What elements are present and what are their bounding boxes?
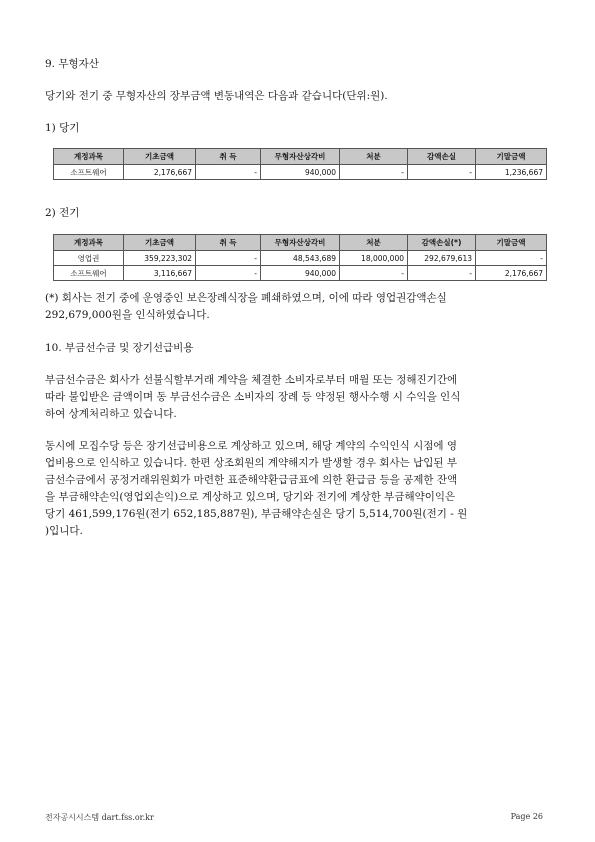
column-header: 처분 bbox=[340, 235, 408, 251]
paragraph-line: 부금선수금은 회사가 선불식할부거래 계약을 체결한 소비자로부터 매월 또는 정해진기간에 bbox=[45, 374, 458, 386]
current-period-label: 1) 당기 bbox=[45, 122, 80, 134]
paragraph-line: 업비용으로 인식하고 있습니다. 한편 상조회원의 계약해지가 발생할 경우 회사는 납입된 부 bbox=[45, 457, 458, 469]
column-header: 계정과목 bbox=[54, 235, 124, 251]
paragraph-line: 을 부금해약손익(영업외손익)으로 계상하고 있으며, 당기와 전기에 계상한 부금해약이익은 bbox=[45, 491, 456, 503]
column-header: 기초금액 bbox=[124, 235, 196, 251]
table-cell: 359,223,302 bbox=[124, 251, 196, 266]
section-9-heading: 9. 무형자산 bbox=[45, 58, 99, 70]
paragraph-line: 당기 461,599,176원(전기 652,185,887원), 부금해약손실은 당기 5,514,700원(전기 - 원 bbox=[45, 508, 468, 520]
table-row bbox=[54, 266, 547, 281]
table-header-row bbox=[54, 235, 547, 251]
table-row bbox=[54, 251, 547, 266]
prior-period-label: 2) 전기 bbox=[45, 207, 80, 219]
column-header: 무형자산상각비 bbox=[261, 149, 340, 165]
column-header: 취 득 bbox=[196, 149, 261, 165]
table-cell: 292,679,613 bbox=[408, 251, 476, 266]
footnote-line: 292,679,000원을 인식하였습니다. bbox=[45, 309, 210, 321]
paragraph-line: 따라 불입받은 금액이며 동 부금선수금은 소비자의 장례 등 약정된 행사수행 시 수익을 인식 bbox=[45, 391, 461, 403]
paragraph-line: 동시에 모집수당 등은 장기선급비용으로 계상하고 있으며, 해당 계약의 수익인식 시점에 영 bbox=[45, 440, 458, 452]
section-10-paragraph-2 bbox=[45, 438, 555, 540]
table-cell: 48,543,689 bbox=[261, 251, 340, 266]
paragraph-line: )입니다. bbox=[45, 525, 83, 537]
table-cell: 소프트웨어 bbox=[54, 266, 124, 281]
table-cell: 18,000,000 bbox=[340, 251, 408, 266]
current-period-table bbox=[53, 148, 547, 180]
table-cell: - bbox=[408, 266, 476, 281]
column-header: 감액손실(*) bbox=[408, 235, 476, 251]
table-cell: - bbox=[196, 251, 261, 266]
column-header: 기말금액 bbox=[476, 149, 547, 165]
footnote-line: (*) 회사는 전기 중에 운영중인 보은장례식장을 폐쇄하였으며, 이에 따라 영업권감액손실 bbox=[45, 292, 447, 304]
table-cell: 소프트웨어 bbox=[54, 165, 124, 180]
page-number: Page 26 bbox=[510, 812, 543, 821]
table-cell: - bbox=[196, 266, 261, 281]
section-10-heading: 10. 부금선수금 및 장기선급비용 bbox=[45, 342, 194, 354]
table-cell: - bbox=[340, 165, 408, 180]
table-cell: 영업권 bbox=[54, 251, 124, 266]
column-header: 기말금액 bbox=[476, 235, 547, 251]
column-header: 무형자산상각비 bbox=[261, 235, 340, 251]
table-cell: - bbox=[408, 165, 476, 180]
prior-period-table bbox=[53, 234, 547, 281]
table-cell: 3,116,667 bbox=[124, 266, 196, 281]
table-cell: - bbox=[476, 251, 547, 266]
column-header: 처분 bbox=[340, 149, 408, 165]
table-cell: - bbox=[340, 266, 408, 281]
footer-source: 전자공시시스템 dart.fss.or.kr bbox=[45, 813, 154, 822]
table-cell: 2,176,667 bbox=[124, 165, 196, 180]
section-10-paragraph-1 bbox=[45, 372, 555, 423]
table-header-row bbox=[54, 149, 547, 165]
paragraph-line: 금선수금에서 공정거래위원회가 마련한 표준해약환급금표에 의한 환급금 등을 공제한 잔액 bbox=[45, 474, 458, 486]
column-header: 계정과목 bbox=[54, 149, 124, 165]
table-cell: 2,176,667 bbox=[476, 266, 547, 281]
table-cell: 940,000 bbox=[261, 165, 340, 180]
impairment-footnote bbox=[45, 290, 555, 324]
section-9-intro: 당기와 전기 중 무형자산의 장부금액 변동내역은 다음과 같습니다(단위:원). bbox=[45, 90, 388, 102]
table-cell: 940,000 bbox=[261, 266, 340, 281]
table-cell: - bbox=[196, 165, 261, 180]
column-header: 감액손실 bbox=[408, 149, 476, 165]
paragraph-line: 하여 상계처리하고 있습니다. bbox=[45, 408, 177, 420]
column-header: 기초금액 bbox=[124, 149, 196, 165]
table-row bbox=[54, 165, 547, 180]
column-header: 취 득 bbox=[196, 235, 261, 251]
table-cell: 1,236,667 bbox=[476, 165, 547, 180]
